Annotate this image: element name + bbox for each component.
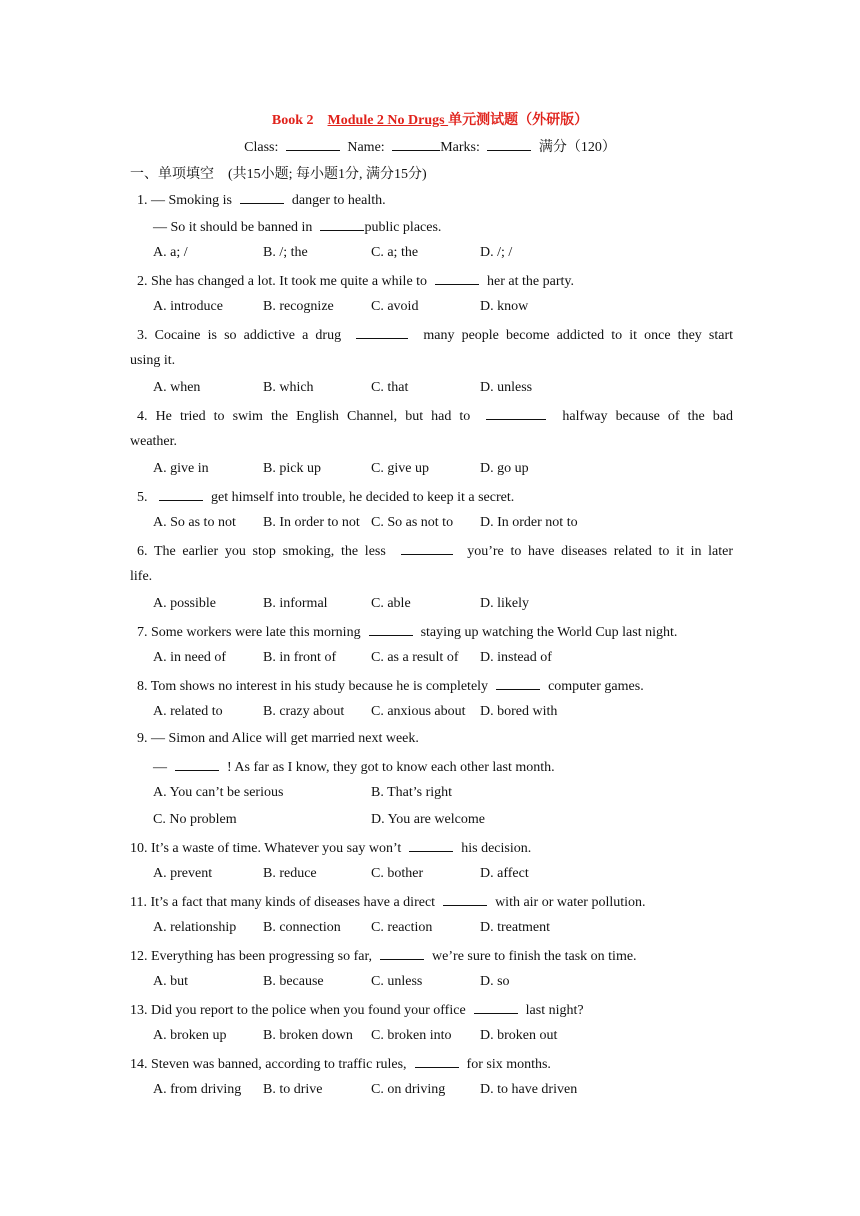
document-title — [0, 109, 860, 129]
option-d[interactable]: D. treatment — [480, 920, 550, 935]
answer-blank[interactable] — [175, 757, 219, 771]
question-number: 13. — [130, 1003, 148, 1018]
option-b[interactable]: B. informal — [263, 596, 328, 611]
question-text: — — [153, 760, 167, 775]
option-c[interactable]: C. No problem — [153, 812, 237, 827]
option-d[interactable]: D. /; / — [480, 245, 513, 260]
option-a[interactable]: A. possible — [153, 596, 216, 611]
question-3-continued: using it. — [130, 353, 176, 368]
question-number: 6. — [137, 544, 148, 559]
option-b[interactable]: B. crazy about — [263, 704, 345, 719]
question-text: danger to health. — [291, 193, 386, 208]
title-module: Module 2 No Drugs — [327, 113, 449, 128]
title-book: Book 2 — [271, 113, 314, 128]
options-9-row-1 — [0, 784, 860, 811]
option-c[interactable]: C. anxious about — [371, 704, 466, 719]
option-a[interactable]: A. when — [153, 380, 201, 395]
option-b[interactable]: B. reduce — [263, 866, 317, 881]
option-b[interactable]: B. That’s right — [371, 785, 453, 800]
option-b[interactable]: B. In order to not — [263, 515, 360, 530]
option-a[interactable]: A. introduce — [153, 299, 223, 314]
option-a[interactable]: A. from driving — [153, 1082, 242, 1097]
answer-blank[interactable] — [496, 676, 540, 690]
option-a[interactable]: A. prevent — [153, 866, 213, 881]
options-12 — [0, 973, 860, 1000]
question-text: She has changed a lot. It took me quite a while to — [151, 274, 428, 289]
option-d[interactable]: D. know — [480, 299, 529, 314]
options-5 — [0, 514, 860, 541]
question-text: It’s a fact that many kinds of diseases have a direct — [150, 895, 436, 910]
question-9-line-2 — [0, 757, 860, 784]
class-blank[interactable] — [286, 149, 340, 151]
question-number: 2. — [137, 274, 148, 289]
question-text: public places. — [364, 220, 442, 235]
option-c[interactable]: C. give up — [371, 461, 429, 476]
question-5 — [0, 487, 733, 514]
answer-blank[interactable] — [369, 622, 413, 636]
question-text: last night? — [525, 1003, 584, 1018]
option-a[interactable]: A. related to — [153, 704, 223, 719]
info-line — [0, 136, 860, 156]
question-number: 3. — [137, 328, 148, 343]
question-8 — [0, 676, 733, 703]
answer-blank[interactable] — [240, 190, 284, 204]
option-a[interactable]: A. broken up — [153, 1028, 227, 1043]
question-number: 10. — [130, 841, 148, 856]
question-text: you’re to have diseases related to it in later — [467, 544, 734, 559]
question-1 — [0, 190, 733, 217]
name-label: Name: — [347, 140, 385, 155]
option-b[interactable]: B. which — [263, 380, 314, 395]
option-a[interactable]: A. You can’t be serious — [153, 785, 284, 800]
question-number: 8. — [137, 679, 148, 694]
question-4 — [0, 406, 733, 433]
option-d[interactable]: D. likely — [480, 596, 529, 611]
answer-blank[interactable] — [356, 325, 408, 339]
options-13 — [0, 1027, 860, 1054]
option-c[interactable]: C. reaction — [371, 920, 433, 935]
options-3 — [0, 379, 860, 406]
options-14 — [0, 1081, 860, 1108]
options-8 — [0, 703, 860, 730]
option-c[interactable]: C. that — [371, 380, 409, 395]
section-heading: 一、单项填空 (共15小题; 每小题1分, 满分15分) — [130, 167, 427, 182]
question-13 — [0, 1000, 726, 1027]
option-c[interactable]: C. So as not to — [371, 515, 454, 530]
option-b[interactable]: B. broken down — [263, 1028, 353, 1043]
question-list — [0, 190, 860, 1108]
question-text: get himself into trouble, he decided to keep it a secret. — [211, 490, 515, 505]
answer-blank[interactable] — [409, 838, 453, 852]
question-11 — [0, 892, 726, 919]
question-1-line-2 — [0, 217, 860, 244]
question-number: 9. — [137, 731, 148, 746]
option-a[interactable]: A. give in — [153, 461, 209, 476]
option-b[interactable]: B. because — [263, 974, 324, 989]
question-number: 5. — [137, 490, 148, 505]
question-text: for six months. — [466, 1057, 551, 1072]
options-4 — [0, 460, 860, 487]
option-c[interactable]: C. bother — [371, 866, 424, 881]
answer-blank[interactable] — [159, 487, 203, 501]
option-b[interactable]: B. in front of — [263, 650, 337, 665]
answer-blank[interactable] — [435, 271, 479, 285]
option-d[interactable]: D. broken out — [480, 1028, 558, 1043]
option-a[interactable]: A. but — [153, 974, 188, 989]
question-number: 4. — [137, 409, 148, 424]
question-text: staying up watching the World Cup last night. — [420, 625, 678, 640]
option-d[interactable]: D. In order not to — [480, 515, 578, 530]
question-text: Steven was banned, according to traffic rules, — [151, 1057, 407, 1072]
options-1 — [0, 244, 860, 271]
answer-blank[interactable] — [320, 217, 364, 231]
option-d[interactable]: D. bored with — [480, 704, 558, 719]
marks-label: Marks: — [440, 140, 480, 155]
option-c[interactable]: C. a; the — [371, 245, 419, 260]
option-d[interactable]: D. so — [480, 974, 510, 989]
answer-blank[interactable] — [380, 946, 424, 960]
name-blank[interactable] — [392, 149, 440, 151]
marks-blank[interactable] — [487, 149, 531, 151]
option-b[interactable]: B. pick up — [263, 461, 321, 476]
question-3 — [0, 325, 733, 352]
options-10 — [0, 865, 860, 892]
options-9-row-2 — [0, 811, 860, 838]
option-d[interactable]: D. affect — [480, 866, 529, 881]
options-2 — [0, 298, 860, 325]
option-a[interactable]: A. So as to not — [153, 515, 236, 530]
answer-blank[interactable] — [401, 541, 453, 555]
title-suffix: 单元测试题（外研版） — [448, 113, 589, 128]
option-d[interactable]: D. You are welcome — [371, 812, 485, 827]
question-9 — [0, 730, 733, 757]
option-c[interactable]: C. unless — [371, 974, 423, 989]
question-number: 14. — [130, 1057, 148, 1072]
option-c[interactable]: C. broken into — [371, 1028, 452, 1043]
question-6-continued: life. — [130, 569, 153, 584]
answer-blank[interactable] — [415, 1054, 459, 1068]
question-text: The earlier you stop smoking, the less — [153, 544, 386, 559]
question-text: Cocaine is so addictive a drug — [154, 328, 342, 343]
options-7 — [0, 649, 860, 676]
question-4-continued: weather. — [130, 434, 178, 449]
option-b[interactable]: B. /; the — [263, 245, 308, 260]
question-text: ! As far as I know, they got to know each other last month. — [227, 760, 555, 775]
question-text: with air or water pollution. — [495, 895, 646, 910]
question-number: 1. — [137, 193, 148, 208]
answer-blank[interactable] — [474, 1000, 518, 1014]
option-d[interactable]: D. to have driven — [480, 1082, 578, 1097]
question-text: Tom shows no interest in his study because he is completely — [150, 679, 489, 694]
question-text: It’s a waste of time. Whatever you say won’t — [151, 841, 402, 856]
question-2 — [0, 271, 733, 298]
option-c[interactable]: C. avoid — [371, 299, 419, 314]
question-text: halfway because of the bad — [562, 409, 734, 424]
option-c[interactable]: C. on driving — [371, 1082, 446, 1097]
option-b[interactable]: B. recognize — [263, 299, 334, 314]
question-text: his decision. — [461, 841, 532, 856]
question-text: computer games. — [548, 679, 644, 694]
question-text: many people become addicted to it once they start — [423, 328, 734, 343]
option-c[interactable]: C. able — [371, 596, 411, 611]
question-number: 11. — [130, 895, 147, 910]
question-text: — Smoking is — [151, 193, 232, 208]
full-marks: 满分（120） — [538, 140, 616, 155]
question-10 — [0, 838, 726, 865]
answer-blank[interactable] — [486, 406, 546, 420]
option-a[interactable]: A. a; / — [153, 245, 188, 260]
answer-blank[interactable] — [443, 892, 487, 906]
option-a[interactable]: A. in need of — [153, 650, 227, 665]
option-a[interactable]: A. relationship — [153, 920, 237, 935]
question-number: 12. — [130, 949, 148, 964]
option-d[interactable]: D. unless — [480, 380, 533, 395]
question-text: — So it should be banned in — [153, 220, 313, 235]
question-text: He tried to swim the English Channel, but had to — [155, 409, 471, 424]
question-7 — [0, 622, 733, 649]
question-6 — [0, 541, 733, 568]
question-text: we’re sure to finish the task on time. — [432, 949, 637, 964]
option-b[interactable]: B. connection — [263, 920, 341, 935]
option-d[interactable]: D. instead of — [480, 650, 552, 665]
question-text: Everything has been progressing so far, — [151, 949, 373, 964]
options-11 — [0, 919, 860, 946]
question-12 — [0, 946, 726, 973]
option-b[interactable]: B. to drive — [263, 1082, 323, 1097]
option-d[interactable]: D. go up — [480, 461, 529, 476]
option-c[interactable]: C. as a result of — [371, 650, 459, 665]
class-label: Class: — [244, 140, 279, 155]
question-text: — Simon and Alice will get married next week. — [151, 731, 419, 746]
question-number: 7. — [137, 625, 148, 640]
question-text: Some workers were late this morning — [151, 625, 361, 640]
question-text: Did you report to the police when you found your office — [151, 1003, 466, 1018]
options-6 — [0, 595, 860, 622]
question-text: her at the party. — [487, 274, 574, 289]
question-14 — [0, 1054, 726, 1081]
